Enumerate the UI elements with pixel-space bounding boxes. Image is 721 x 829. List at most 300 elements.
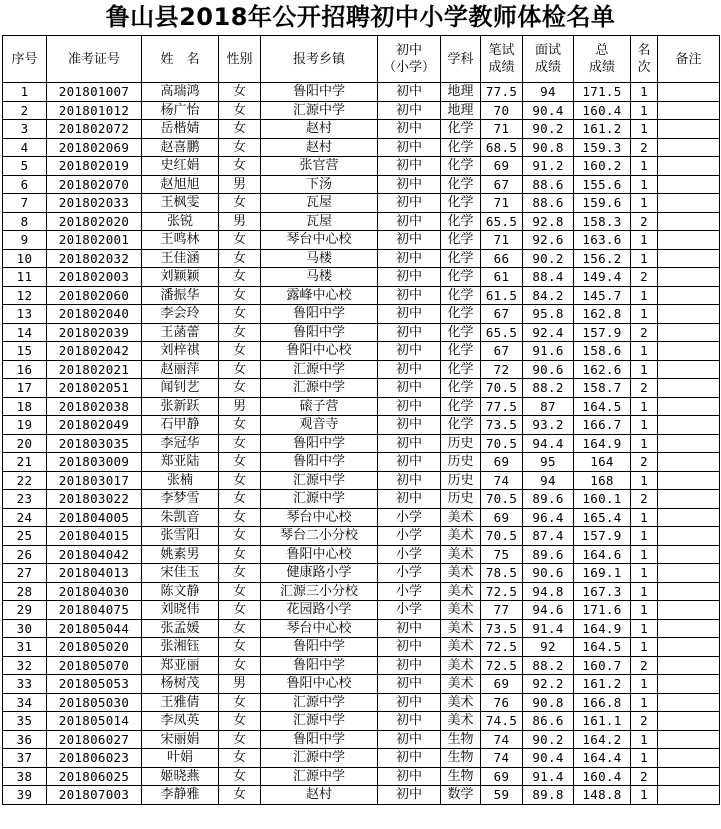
cell-gender: 女 [219, 693, 261, 712]
cell-name: 陈文静 [142, 582, 219, 601]
cell-rank: 1 [631, 101, 658, 120]
cell-index: 11 [3, 268, 47, 287]
cell-township: 鲁阳中学 [261, 453, 378, 472]
cell-subject: 化学 [441, 120, 481, 139]
cell-index: 14 [3, 323, 47, 342]
cell-rank: 2 [631, 268, 658, 287]
cell-interview-score: 91.2 [523, 157, 574, 176]
cell-rank: 2 [631, 453, 658, 472]
cell-written-score: 67 [481, 342, 523, 361]
cell-name: 姬晓燕 [142, 767, 219, 786]
cell-township: 琴台中心校 [261, 619, 378, 638]
cell-index: 12 [3, 286, 47, 305]
cell-interview-score: 94 [523, 471, 574, 490]
cell-remarks [658, 212, 720, 231]
cell-township: 健康路小学 [261, 564, 378, 583]
cell-subject: 美术 [441, 638, 481, 657]
cell-total-score: 160.7 [574, 656, 631, 675]
cell-written-score: 70 [481, 101, 523, 120]
cell-gender: 女 [219, 749, 261, 768]
cell-township: 鲁阳中学 [261, 730, 378, 749]
cell-gender: 女 [219, 120, 261, 139]
cell-gender: 男 [219, 175, 261, 194]
cell-remarks [658, 786, 720, 805]
cell-name: 李梦雪 [142, 490, 219, 509]
cell-subject: 化学 [441, 416, 481, 435]
document-title: 鲁山县2018年公开招聘初中小学教师体检名单 [105, 3, 616, 31]
header-col-written-score [481, 36, 523, 83]
cell-total-score: 164.9 [574, 434, 631, 453]
header-label-line2: 成绩 [488, 60, 515, 75]
cell-remarks [658, 249, 720, 268]
cell-index: 10 [3, 249, 47, 268]
cell-written-score: 74 [481, 471, 523, 490]
cell-index: 19 [3, 416, 47, 435]
cell-name: 张新跃 [142, 397, 219, 416]
cell-subject: 化学 [441, 305, 481, 324]
cell-exam-number: 201802001 [47, 231, 142, 250]
cell-remarks [658, 101, 720, 120]
header-label: 名 [637, 43, 651, 58]
cell-subject: 化学 [441, 286, 481, 305]
cell-exam-number: 201805070 [47, 656, 142, 675]
cell-total-score: 164.9 [574, 619, 631, 638]
cell-township: 鲁阳中学 [261, 656, 378, 675]
cell-written-score: 70.5 [481, 434, 523, 453]
table-row [3, 120, 720, 139]
cell-township: 汇源中学 [261, 767, 378, 786]
cell-interview-score: 88.6 [523, 175, 574, 194]
cell-exam-number: 201802038 [47, 397, 142, 416]
table-row [3, 379, 720, 398]
table-row [3, 138, 720, 157]
cell-gender: 女 [219, 101, 261, 120]
cell-written-score: 68.5 [481, 138, 523, 157]
cell-interview-score: 89.8 [523, 786, 574, 805]
cell-interview-score: 90.8 [523, 693, 574, 712]
cell-total-score: 157.9 [574, 527, 631, 546]
cell-interview-score: 88.2 [523, 656, 574, 675]
cell-rank: 2 [631, 490, 658, 509]
cell-index: 7 [3, 194, 47, 213]
cell-township: 观音寺 [261, 416, 378, 435]
cell-total-score: 161.1 [574, 712, 631, 731]
cell-rank: 2 [631, 712, 658, 731]
cell-subject: 美术 [441, 564, 481, 583]
cell-index: 8 [3, 212, 47, 231]
cell-written-score: 72.5 [481, 582, 523, 601]
cell-name: 李冠华 [142, 434, 219, 453]
table-row [3, 730, 720, 749]
cell-rank: 1 [631, 175, 658, 194]
cell-exam-number: 201802042 [47, 342, 142, 361]
cell-rank: 2 [631, 767, 658, 786]
cell-name: 宋佳玉 [142, 564, 219, 583]
cell-name: 王鸣林 [142, 231, 219, 250]
cell-remarks [658, 582, 720, 601]
cell-exam-number: 201802060 [47, 286, 142, 305]
cell-subject: 化学 [441, 231, 481, 250]
cell-name: 潘振华 [142, 286, 219, 305]
cell-interview-score: 95.8 [523, 305, 574, 324]
cell-subject: 地理 [441, 101, 481, 120]
cell-remarks [658, 730, 720, 749]
cell-township: 琴台中心校 [261, 231, 378, 250]
cell-gender: 女 [219, 416, 261, 435]
cell-gender: 女 [219, 564, 261, 583]
cell-township: 鲁阳中心校 [261, 545, 378, 564]
cell-level: 初中 [378, 305, 441, 324]
cell-written-score: 65.5 [481, 212, 523, 231]
cell-total-score: 156.2 [574, 249, 631, 268]
cell-remarks [658, 471, 720, 490]
table-row [3, 101, 720, 120]
cell-gender: 女 [219, 453, 261, 472]
cell-rank: 1 [631, 638, 658, 657]
header-label: 总 [595, 43, 609, 58]
cell-remarks [658, 120, 720, 139]
cell-name: 王雅倩 [142, 693, 219, 712]
cell-rank: 1 [631, 305, 658, 324]
table-row [3, 268, 720, 287]
cell-written-score: 74 [481, 730, 523, 749]
cell-rank: 1 [631, 749, 658, 768]
cell-rank: 1 [631, 582, 658, 601]
cell-gender: 女 [219, 434, 261, 453]
cell-remarks [658, 231, 720, 250]
header-col-name [142, 36, 219, 83]
cell-name: 郑亚陆 [142, 453, 219, 472]
cell-interview-score: 88.4 [523, 268, 574, 287]
cell-exam-number: 201804030 [47, 582, 142, 601]
cell-total-score: 168 [574, 471, 631, 490]
cell-rank: 1 [631, 730, 658, 749]
header-col-interview-score [523, 36, 574, 83]
cell-remarks [658, 360, 720, 379]
cell-township: 马楼 [261, 268, 378, 287]
cell-total-score: 161.2 [574, 675, 631, 694]
cell-interview-score: 89.6 [523, 545, 574, 564]
cell-township: 汇源中学 [261, 749, 378, 768]
cell-remarks [658, 416, 720, 435]
cell-township: 汇源中学 [261, 693, 378, 712]
cell-written-score: 72 [481, 360, 523, 379]
cell-written-score: 77.5 [481, 83, 523, 102]
cell-township: 汇源三小分校 [261, 582, 378, 601]
cell-rank: 1 [631, 527, 658, 546]
cell-exam-number: 201802032 [47, 249, 142, 268]
cell-rank: 1 [631, 693, 658, 712]
cell-total-score: 166.8 [574, 693, 631, 712]
cell-name: 李静雅 [142, 786, 219, 805]
cell-interview-score: 90.2 [523, 730, 574, 749]
cell-exam-number: 201805014 [47, 712, 142, 731]
cell-remarks [658, 157, 720, 176]
table-row [3, 712, 720, 731]
cell-rank: 1 [631, 342, 658, 361]
cell-township: 瓦屋 [261, 212, 378, 231]
cell-gender: 女 [219, 379, 261, 398]
cell-rank: 1 [631, 786, 658, 805]
cell-level: 初中 [378, 434, 441, 453]
cell-gender: 女 [219, 323, 261, 342]
cell-total-score: 155.6 [574, 175, 631, 194]
cell-interview-score: 92.2 [523, 675, 574, 694]
cell-written-score: 69 [481, 675, 523, 694]
cell-total-score: 158.6 [574, 342, 631, 361]
cell-written-score: 69 [481, 453, 523, 472]
cell-written-score: 61 [481, 268, 523, 287]
cell-rank: 1 [631, 434, 658, 453]
cell-written-score: 66 [481, 249, 523, 268]
cell-interview-score: 88.6 [523, 194, 574, 213]
cell-total-score: 160.1 [574, 490, 631, 509]
cell-township: 鲁阳中心校 [261, 342, 378, 361]
cell-exam-number: 201804042 [47, 545, 142, 564]
cell-remarks [658, 490, 720, 509]
cell-interview-score: 90.4 [523, 749, 574, 768]
header-label: 备注 [675, 51, 702, 67]
table-row [3, 342, 720, 361]
cell-index: 6 [3, 175, 47, 194]
table-row [3, 675, 720, 694]
header-label: 性别 [226, 51, 253, 67]
table-row [3, 749, 720, 768]
cell-total-score: 158.7 [574, 379, 631, 398]
cell-index: 21 [3, 453, 47, 472]
cell-exam-number: 201802049 [47, 416, 142, 435]
cell-name: 杨树茂 [142, 675, 219, 694]
cell-interview-score: 86.6 [523, 712, 574, 731]
cell-index: 13 [3, 305, 47, 324]
cell-interview-score: 91.6 [523, 342, 574, 361]
cell-total-score: 162.6 [574, 360, 631, 379]
cell-subject: 美术 [441, 508, 481, 527]
cell-exam-number: 201805030 [47, 693, 142, 712]
table-row [3, 527, 720, 546]
cell-name: 石甲静 [142, 416, 219, 435]
cell-written-score: 78.5 [481, 564, 523, 583]
cell-subject: 化学 [441, 212, 481, 231]
cell-name: 刘晓伟 [142, 601, 219, 620]
cell-township: 汇源中学 [261, 471, 378, 490]
header-label: 报考乡镇 [292, 51, 345, 67]
cell-subject: 化学 [441, 194, 481, 213]
cell-index: 9 [3, 231, 47, 250]
cell-total-score: 164.5 [574, 397, 631, 416]
header-label: 笔试 [488, 43, 515, 58]
cell-index: 22 [3, 471, 47, 490]
header-col-total-score [574, 36, 631, 83]
cell-index: 3 [3, 120, 47, 139]
cell-subject: 生物 [441, 767, 481, 786]
cell-township: 马楼 [261, 249, 378, 268]
cell-gender: 女 [219, 508, 261, 527]
cell-name: 闻钊艺 [142, 379, 219, 398]
cell-township: 瓦屋 [261, 194, 378, 213]
cell-remarks [658, 305, 720, 324]
cell-subject: 历史 [441, 434, 481, 453]
cell-index: 29 [3, 601, 47, 620]
cell-township: 琴台中心校 [261, 508, 378, 527]
table-row [3, 212, 720, 231]
cell-level: 初中 [378, 453, 441, 472]
cell-remarks [658, 767, 720, 786]
cell-rank: 2 [631, 656, 658, 675]
cell-level: 初中 [378, 767, 441, 786]
cell-exam-number: 201803017 [47, 471, 142, 490]
table-row [3, 582, 720, 601]
cell-rank: 1 [631, 619, 658, 638]
header-label-line2: 成绩 [588, 60, 615, 75]
cell-interview-score: 88.2 [523, 379, 574, 398]
cell-level: 小学 [378, 564, 441, 583]
cell-township: 赵村 [261, 120, 378, 139]
cell-written-score: 73.5 [481, 416, 523, 435]
table-row [3, 305, 720, 324]
table-row [3, 471, 720, 490]
exam-list-table [2, 35, 720, 805]
cell-subject: 美术 [441, 601, 481, 620]
cell-interview-score: 87 [523, 397, 574, 416]
cell-written-score: 61.5 [481, 286, 523, 305]
cell-gender: 女 [219, 231, 261, 250]
cell-gender: 女 [219, 638, 261, 657]
cell-index: 38 [3, 767, 47, 786]
cell-name: 刘颖颖 [142, 268, 219, 287]
cell-township: 鲁阳中学 [261, 323, 378, 342]
cell-interview-score: 92.8 [523, 212, 574, 231]
cell-level: 初中 [378, 656, 441, 675]
table-row [3, 360, 720, 379]
cell-interview-score: 91.4 [523, 619, 574, 638]
cell-exam-number: 201804005 [47, 508, 142, 527]
cell-interview-score: 90.6 [523, 360, 574, 379]
cell-gender: 女 [219, 656, 261, 675]
cell-gender: 女 [219, 545, 261, 564]
table-row [3, 194, 720, 213]
cell-total-score: 149.4 [574, 268, 631, 287]
cell-level: 初中 [378, 675, 441, 694]
cell-interview-score: 90.2 [523, 120, 574, 139]
cell-name: 王菡蕾 [142, 323, 219, 342]
header-label: 初中 [395, 43, 422, 58]
header-label-line2: （小学） [382, 60, 435, 75]
cell-rank: 1 [631, 157, 658, 176]
cell-index: 35 [3, 712, 47, 731]
table-row [3, 157, 720, 176]
cell-exam-number: 201802051 [47, 379, 142, 398]
cell-exam-number: 201801007 [47, 83, 142, 102]
cell-level: 初中 [378, 120, 441, 139]
cell-index: 39 [3, 786, 47, 805]
cell-township: 磙子营 [261, 397, 378, 416]
header-label: 准考证号 [67, 51, 120, 67]
cell-township: 赵村 [261, 138, 378, 157]
cell-written-score: 77.5 [481, 397, 523, 416]
cell-gender: 女 [219, 490, 261, 509]
cell-total-score: 164.2 [574, 730, 631, 749]
cell-exam-number: 201802072 [47, 120, 142, 139]
table-row [3, 83, 720, 102]
cell-level: 小学 [378, 527, 441, 546]
cell-total-score: 158.3 [574, 212, 631, 231]
cell-gender: 男 [219, 397, 261, 416]
table-row [3, 786, 720, 805]
cell-remarks [658, 397, 720, 416]
cell-total-score: 159.3 [574, 138, 631, 157]
header-label-line2: 次 [637, 60, 651, 75]
cell-remarks [658, 693, 720, 712]
cell-exam-number: 201803035 [47, 434, 142, 453]
cell-level: 初中 [378, 471, 441, 490]
cell-name: 赵喜鹏 [142, 138, 219, 157]
cell-index: 16 [3, 360, 47, 379]
cell-remarks [658, 83, 720, 102]
cell-rank: 1 [631, 564, 658, 583]
cell-subject: 美术 [441, 712, 481, 731]
cell-remarks [658, 342, 720, 361]
cell-level: 小学 [378, 508, 441, 527]
header-col-rank [631, 36, 658, 83]
cell-remarks [658, 268, 720, 287]
cell-level: 初中 [378, 416, 441, 435]
cell-subject: 化学 [441, 249, 481, 268]
cell-level: 初中 [378, 693, 441, 712]
cell-exam-number: 201803022 [47, 490, 142, 509]
cell-gender: 女 [219, 786, 261, 805]
cell-interview-score: 94.8 [523, 582, 574, 601]
cell-exam-number: 201801012 [47, 101, 142, 120]
cell-level: 初中 [378, 231, 441, 250]
table-row [3, 434, 720, 453]
cell-total-score: 160.2 [574, 157, 631, 176]
cell-written-score: 73.5 [481, 619, 523, 638]
cell-index: 33 [3, 675, 47, 694]
cell-written-score: 67 [481, 175, 523, 194]
table-row [3, 601, 720, 620]
cell-remarks [658, 749, 720, 768]
cell-rank: 1 [631, 601, 658, 620]
cell-name: 叶娟 [142, 749, 219, 768]
cell-rank: 1 [631, 397, 658, 416]
cell-level: 初中 [378, 490, 441, 509]
cell-level: 初中 [378, 342, 441, 361]
cell-written-score: 71 [481, 120, 523, 139]
cell-level: 初中 [378, 175, 441, 194]
cell-remarks [658, 619, 720, 638]
cell-interview-score: 94.6 [523, 601, 574, 620]
cell-level: 初中 [378, 360, 441, 379]
cell-rank: 1 [631, 471, 658, 490]
table-row [3, 453, 720, 472]
cell-exam-number: 201804015 [47, 527, 142, 546]
cell-level: 初中 [378, 212, 441, 231]
cell-level: 小学 [378, 545, 441, 564]
table-row [3, 508, 720, 527]
cell-exam-number: 201802040 [47, 305, 142, 324]
cell-total-score: 164.4 [574, 749, 631, 768]
cell-subject: 历史 [441, 471, 481, 490]
cell-index: 17 [3, 379, 47, 398]
cell-level: 初中 [378, 138, 441, 157]
cell-gender: 女 [219, 249, 261, 268]
cell-written-score: 69 [481, 767, 523, 786]
cell-subject: 化学 [441, 138, 481, 157]
cell-exam-number: 201803009 [47, 453, 142, 472]
cell-level: 初中 [378, 323, 441, 342]
cell-written-score: 76 [481, 693, 523, 712]
